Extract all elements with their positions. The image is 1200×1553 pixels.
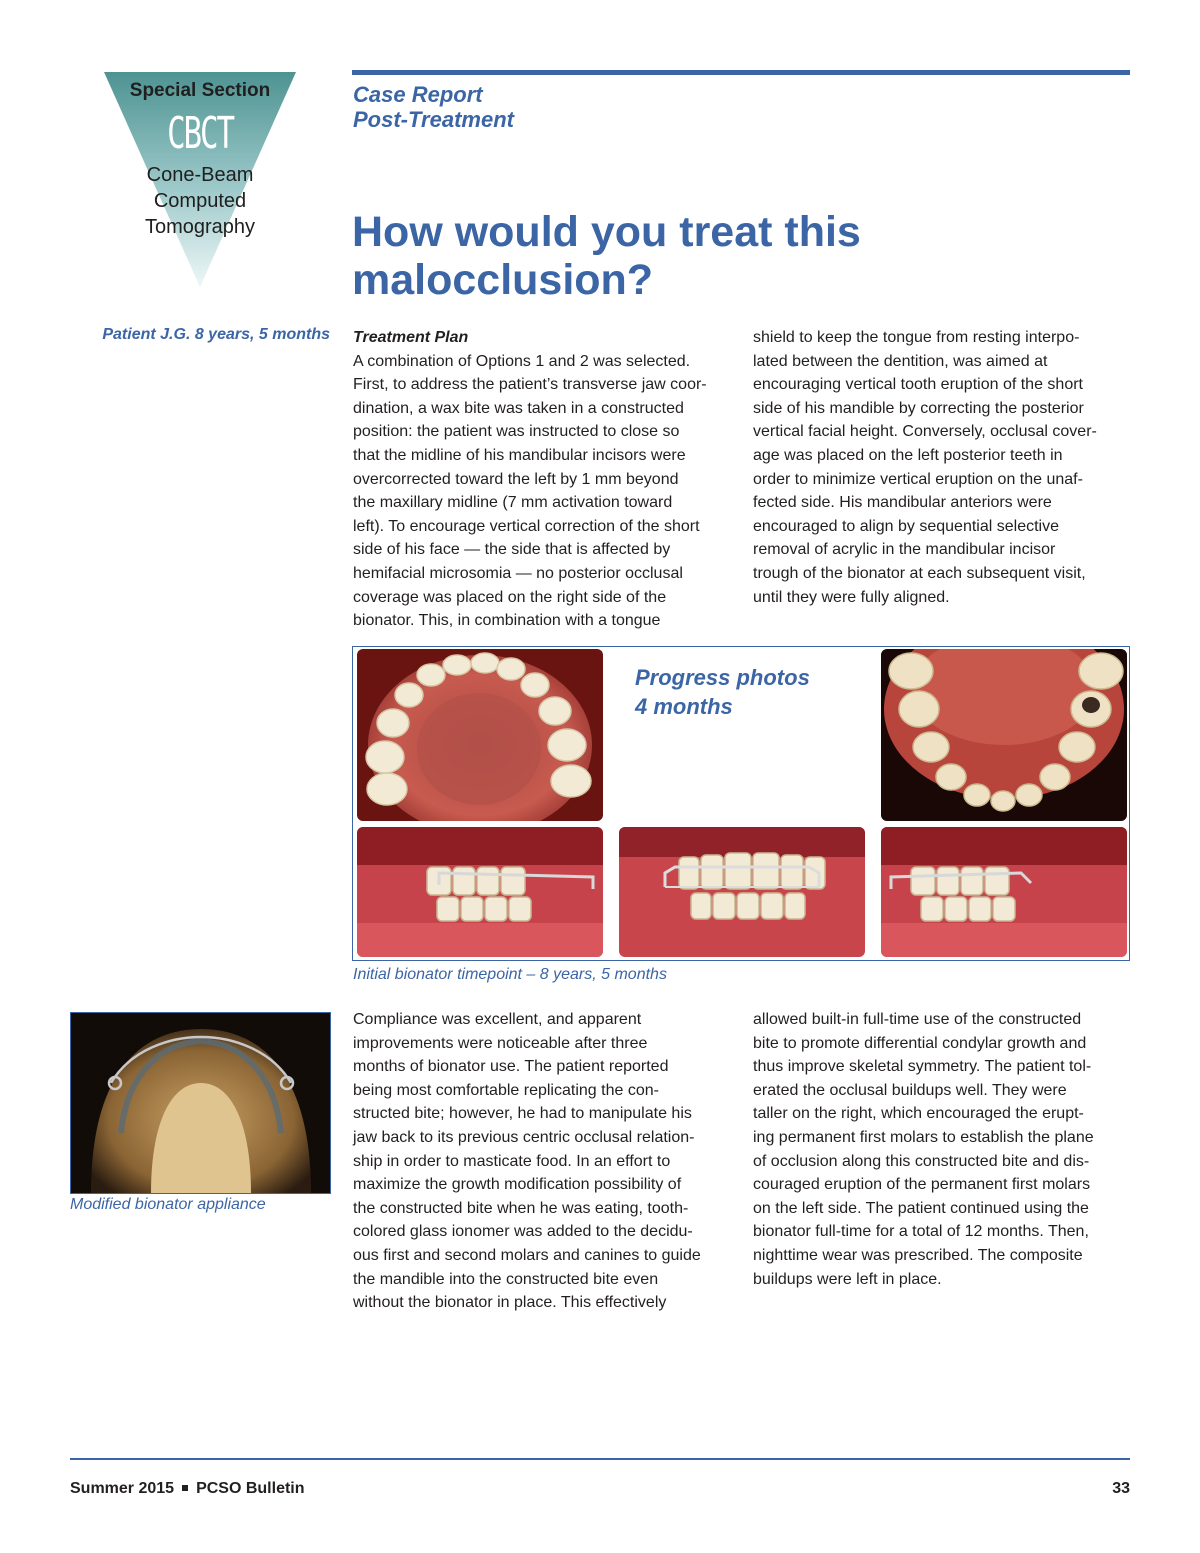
page-title: How would you treat this malocclusion? bbox=[352, 208, 861, 304]
kicker-post-treatment: Post-Treatment bbox=[353, 107, 514, 132]
text-line: position: the patient was instructed to close so bbox=[353, 423, 680, 441]
footer-separator-bullet bbox=[182, 1485, 188, 1491]
text-line: vertical facial height. Conversely, occlusal cover- bbox=[753, 423, 1097, 441]
bionator-appliance-photo bbox=[70, 1012, 331, 1194]
footer-rule bbox=[70, 1458, 1130, 1460]
text-line: erated the occlusal buildups well. They were bbox=[753, 1081, 1067, 1099]
text-line: overcorrected toward the left by 1 mm beyond bbox=[353, 470, 679, 488]
text-line: being most comfortable replicating the con- bbox=[353, 1081, 659, 1099]
progress-photos-label bbox=[635, 663, 810, 721]
text-line: colored glass ionomer was added to the decidu- bbox=[353, 1223, 693, 1241]
text-line: maximize the growth modification possibility of bbox=[353, 1176, 682, 1194]
text-line: ous first and second molars and canines to guide bbox=[353, 1246, 701, 1264]
progress-label-line-1: Progress photos bbox=[635, 665, 810, 690]
text-line: nighttime wear was prescribed. The composite bbox=[753, 1246, 1083, 1264]
text-line: First, to address the patient’s transverse jaw coor- bbox=[353, 376, 707, 394]
header-rule bbox=[352, 70, 1130, 75]
text-line: without the bionator in place. This effectively bbox=[353, 1294, 667, 1312]
progress-label-line-2: 4 months bbox=[635, 694, 733, 719]
footer-publication: PCSO Bulletin bbox=[196, 1480, 305, 1497]
text-line: fected side. His mandibular anteriors were bbox=[753, 494, 1052, 512]
text-line: of occlusion along this constructed bite and dis- bbox=[753, 1152, 1090, 1170]
text-line: that the midline of his mandibular incisors were bbox=[353, 446, 686, 464]
text-line: coverage was placed on the right side of the bbox=[353, 588, 667, 606]
text-line: side of his face — the side that is affected by bbox=[353, 541, 671, 559]
plan-column-2 bbox=[753, 326, 1133, 609]
page-number: 33 bbox=[1112, 1480, 1130, 1497]
plan-column-2-text bbox=[753, 326, 1133, 609]
text-line: thus improve skeletal symmetry. The patient tol- bbox=[753, 1058, 1092, 1076]
text-line: on the left side. The patient continued using the bbox=[753, 1199, 1089, 1217]
text-line: allowed built-in full-time use of the constructed bbox=[753, 1011, 1082, 1028]
text-line: dination, a wax bite was taken in a constructed bbox=[353, 399, 684, 417]
badge-line-1: Cone-Beam bbox=[146, 164, 254, 186]
plan-column-1-text bbox=[353, 350, 733, 633]
text-line: structed bite; however, he had to manipulate his bbox=[353, 1105, 692, 1123]
text-line: order to minimize vertical eruption on the unaf- bbox=[753, 470, 1083, 488]
compliance-column-2 bbox=[753, 1008, 1138, 1291]
upper-occlusal-photo bbox=[357, 649, 603, 821]
text-line: bionator full-time for a total of 12 months. Then, bbox=[753, 1223, 1089, 1241]
badge-line-2: Computed bbox=[153, 190, 247, 212]
badge-special-label: Special Section bbox=[129, 80, 271, 101]
frontal-bite-photo bbox=[619, 827, 865, 957]
text-line: side of his mandible by correcting the posterior bbox=[753, 399, 1084, 417]
appliance-caption: Modified bionator appliance bbox=[70, 1196, 266, 1213]
text-line: the mandible into the constructed bite even bbox=[353, 1270, 659, 1288]
text-line: bionator. This, in combination with a tongue bbox=[353, 612, 661, 630]
treatment-plan-subhead: Treatment Plan bbox=[353, 329, 469, 346]
plan-column-1 bbox=[353, 326, 733, 633]
kicker-case-report: Case Report bbox=[353, 82, 483, 107]
text-line: taller on the right, which encouraged the erupt- bbox=[753, 1105, 1084, 1123]
footer-issue-date: Summer 2015 bbox=[70, 1480, 175, 1497]
text-line: until they were fully aligned. bbox=[753, 588, 950, 606]
text-line: months of bionator use. The patient reported bbox=[353, 1058, 669, 1076]
text-line: trough of the bionator at each subsequent visit, bbox=[753, 564, 1086, 582]
text-line: encouraging vertical tooth eruption of the short bbox=[753, 376, 1083, 394]
text-line: left). To encourage vertical correction of the short bbox=[353, 517, 700, 535]
compliance-column-1 bbox=[353, 1008, 738, 1315]
text-line: A combination of Options 1 and 2 was selected. bbox=[353, 352, 691, 370]
text-line: jaw back to its previous centric occlusal relation- bbox=[353, 1128, 695, 1146]
text-line: removal of acrylic in the mandibular incisor bbox=[753, 541, 1056, 559]
text-line: hemifacial microsomia — no posterior occlusal bbox=[353, 564, 683, 582]
text-line: bite to promote differential condylar growth and bbox=[753, 1034, 1087, 1052]
special-section-badge bbox=[104, 72, 296, 287]
text-line: the constructed bite when he was eating, tooth- bbox=[353, 1199, 689, 1217]
text-line: lated between the dentition, was aimed at bbox=[753, 352, 1048, 370]
patient-label: Patient J.G. 8 years, 5 months bbox=[102, 326, 330, 343]
text-line: the maxillary midline (7 mm activation toward bbox=[353, 494, 673, 512]
left-buccal-photo bbox=[881, 827, 1127, 957]
text-line: age was placed on the left posterior teeth in bbox=[753, 446, 1063, 464]
text-line: couraged eruption of the permanent first molars bbox=[753, 1176, 1091, 1194]
text-line: ing permanent first molars to establish the plane bbox=[753, 1128, 1094, 1146]
text-line: ship in order to masticate food. In an effort to bbox=[353, 1152, 671, 1170]
text-line: Compliance was excellent, and apparent bbox=[353, 1011, 642, 1028]
text-line: buildups were left in place. bbox=[753, 1270, 942, 1288]
badge-acronym: CBCT bbox=[167, 108, 233, 159]
text-line: improvements were noticeable after three bbox=[353, 1034, 648, 1052]
text-line: encouraged to align by sequential selective bbox=[753, 517, 1059, 535]
progress-photo-figure bbox=[352, 646, 1130, 961]
figure-caption: Initial bionator timepoint – 8 years, 5 months bbox=[353, 966, 667, 983]
badge-line-3: Tomography bbox=[144, 216, 256, 238]
right-buccal-photo bbox=[357, 827, 603, 957]
footer-issue bbox=[70, 1480, 305, 1498]
lower-occlusal-photo bbox=[881, 649, 1127, 821]
text-line: shield to keep the tongue from resting interpo- bbox=[753, 329, 1080, 346]
